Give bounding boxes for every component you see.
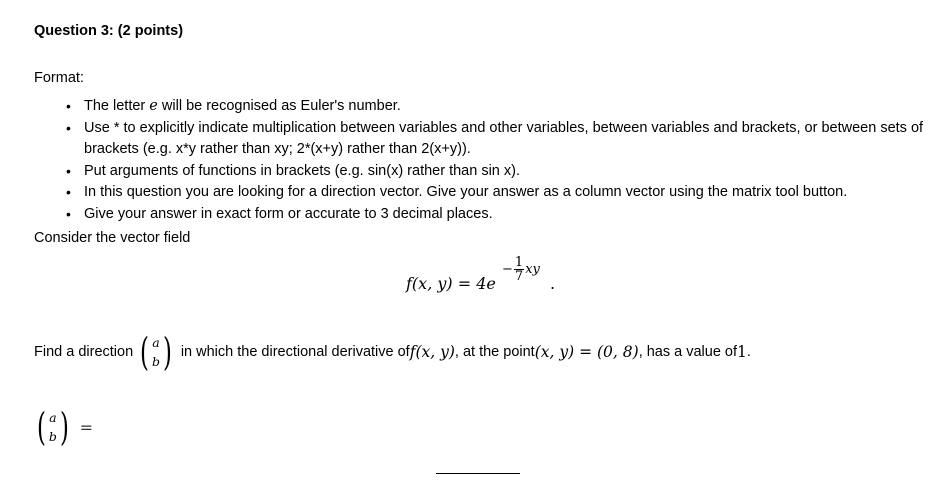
fraction-numerator: 1	[514, 255, 524, 270]
exponent-sign: −	[502, 262, 513, 277]
right-paren: )	[59, 405, 69, 449]
function-symbol: f(x, y)	[409, 343, 455, 361]
formula-period: .	[550, 274, 556, 293]
find-mid-text: in which the directional derivative of	[180, 344, 410, 360]
find-direction-statement	[34, 330, 751, 374]
vector-top: a	[152, 335, 160, 350]
right-paren: )	[162, 330, 172, 374]
rule-text: In this question you are looking for a direction vector. Give your answer as a column vector using the matrix tool button.	[84, 184, 848, 200]
rule-item	[84, 182, 929, 204]
rule-item	[84, 161, 929, 183]
target-value: 1	[737, 343, 747, 361]
vector-bottom: b	[151, 354, 160, 369]
rule-item	[84, 96, 929, 118]
question-title: Question 3: (2 points)	[34, 23, 184, 39]
rule-text: will be recognised as Euler's number.	[157, 98, 401, 114]
vector-bottom: b	[48, 429, 57, 444]
left-paren: (	[36, 405, 46, 449]
direction-vector	[137, 330, 175, 374]
find-pre-text: Find a direction	[34, 344, 134, 360]
rule-text: Put arguments of functions in brackets (e.g. sin(x) rather than sin x).	[84, 162, 520, 179]
format-label: Format:	[34, 70, 84, 86]
fraction-denominator: 7	[514, 269, 524, 284]
rule-text: Give your answer in exact form or accurate to 3 decimal places.	[84, 205, 493, 222]
left-paren: (	[140, 330, 150, 374]
point-expression: (x, y) = (0, 8)	[534, 343, 639, 361]
rule-item	[84, 204, 929, 226]
vector-top: a	[49, 410, 57, 425]
exponent-tail: xy	[525, 262, 540, 277]
euler-e-symbol: e	[149, 98, 158, 114]
answer-label	[30, 405, 93, 449]
rule-item	[84, 118, 929, 161]
find-mid2-text: , at the point	[454, 344, 535, 360]
rule-text: The letter	[84, 98, 150, 114]
answer-vector	[34, 405, 72, 449]
find-mid3-text: , has a value of	[638, 344, 738, 360]
formula-exponent	[502, 256, 540, 283]
rule-text: Use * to explicitly indicate multiplication between variables and other variables, between variables and brackets, or between sets of brackets (e.g. x*y rather than xy; 2*(x+y) rather than 2(x+y)).	[84, 119, 924, 157]
consider-text: Consider the vector field	[34, 230, 191, 246]
find-end-text: .	[746, 344, 751, 360]
format-rules-list	[34, 96, 929, 225]
exponent-fraction	[514, 256, 524, 283]
formula-lhs: f(x, y) = 4e	[406, 274, 496, 293]
answer-input-field[interactable]	[436, 473, 520, 474]
equals-sign: =	[79, 417, 94, 437]
vector-field-formula	[406, 256, 576, 296]
